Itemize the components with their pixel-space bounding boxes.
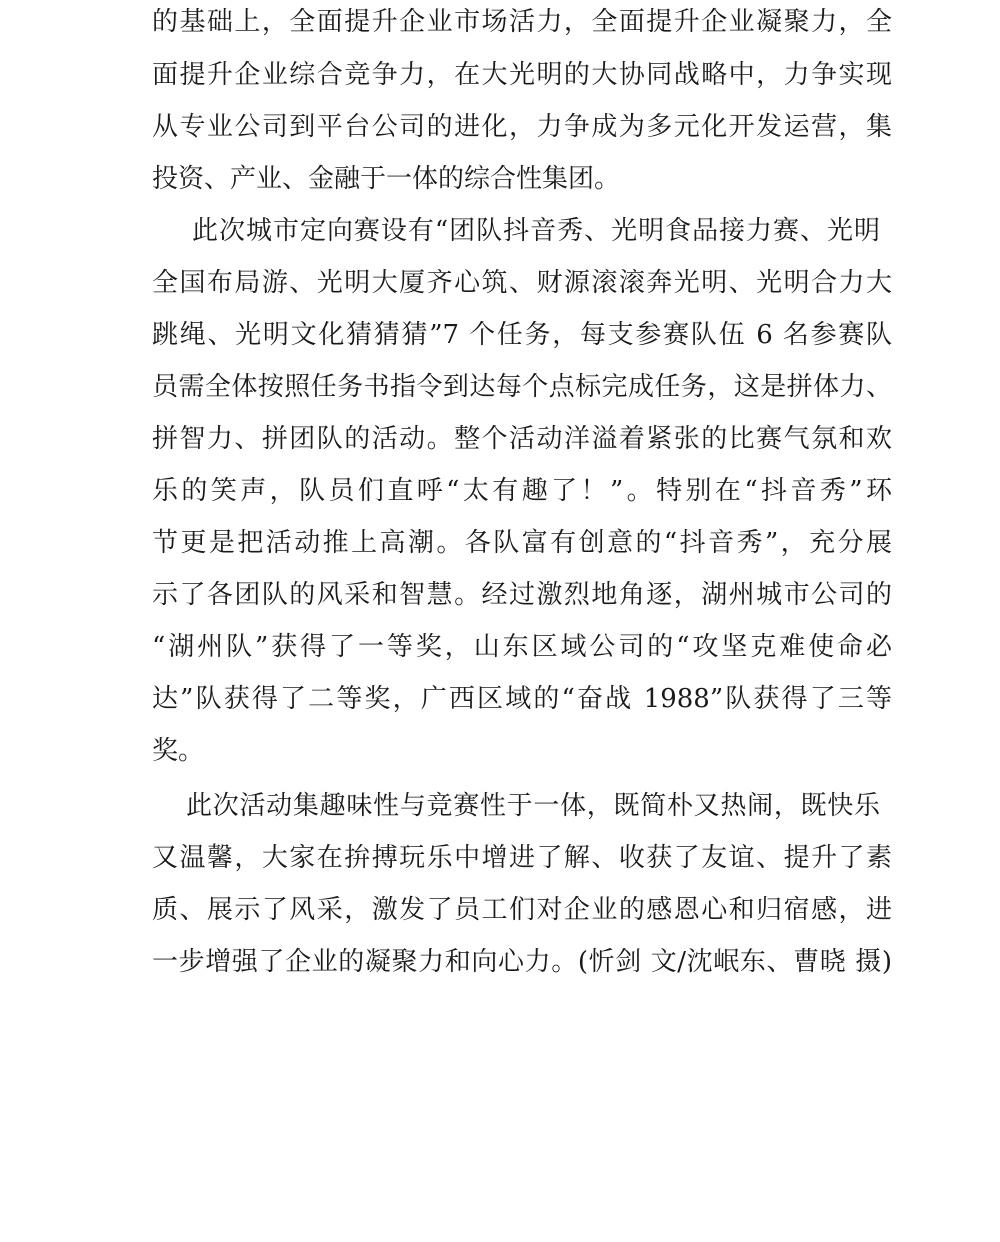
text-line: 此次活动集趣味性与竞赛性于一体，既简朴又热闹，既快乐 [186,791,880,821]
text-line: 跳绳、光明文化猜猜猜”7 个任务，每支参赛队伍 6 名参赛队 [152,320,892,350]
text-line: 质、展示了风采，激发了员工们对企业的感恩心和归宿感，进 [152,895,892,925]
text-line: 投资、产业、金融于一体的综合性集团。 [152,164,621,194]
text-line: 从专业公司到平台公司的进化，力争成为多元化开发运营，集 [152,112,892,142]
text-line: 全国布局游、光明大厦齐心筑、财源滚滚奔光明、光明合力大 [152,268,892,298]
text-line: 又温馨，大家在拚搏玩乐中增进了解、收获了友谊、提升了素 [152,843,892,873]
text-line: “湖州队”获得了一等奖，山东区域公司的“攻坚克难使命必 [152,632,892,662]
text-line: 达”队获得了二等奖，广西区域的“奋战 1988”队获得了三等 [152,684,892,714]
text-line: 一步增强了企业的凝聚力和向心力。(忻剑 文/沈岷东、曹晓 摄) [152,947,892,977]
text-line: 奖。 [152,736,205,766]
text-line: 的基础上，全面提升企业市场活力，全面提升企业凝聚力，全 [152,7,892,37]
text-line: 示了各团队的风采和智慧。经过激烈地角逐，湖州城市公司的 [152,580,892,610]
text-line: 此次城市定向赛设有“团队抖音秀、光明食品接力赛、光明 [192,216,880,246]
text-line: 节更是把活动推上高潮。各队富有创意的“抖音秀”，充分展 [152,528,892,558]
text-line: 乐的笑声，队员们直呼“太有趣了！”。特别在“抖音秀”环 [152,476,892,506]
text-line: 员需全体按照任务书指令到达每个点标完成任务，这是拼体力、 [152,372,892,402]
text-line: 面提升企业综合竞争力，在大光明的大协同战略中，力争实现 [152,60,892,90]
text-line: 拼智力、拼团队的活动。整个活动洋溢着紧张的比赛气氛和欢 [152,424,892,454]
